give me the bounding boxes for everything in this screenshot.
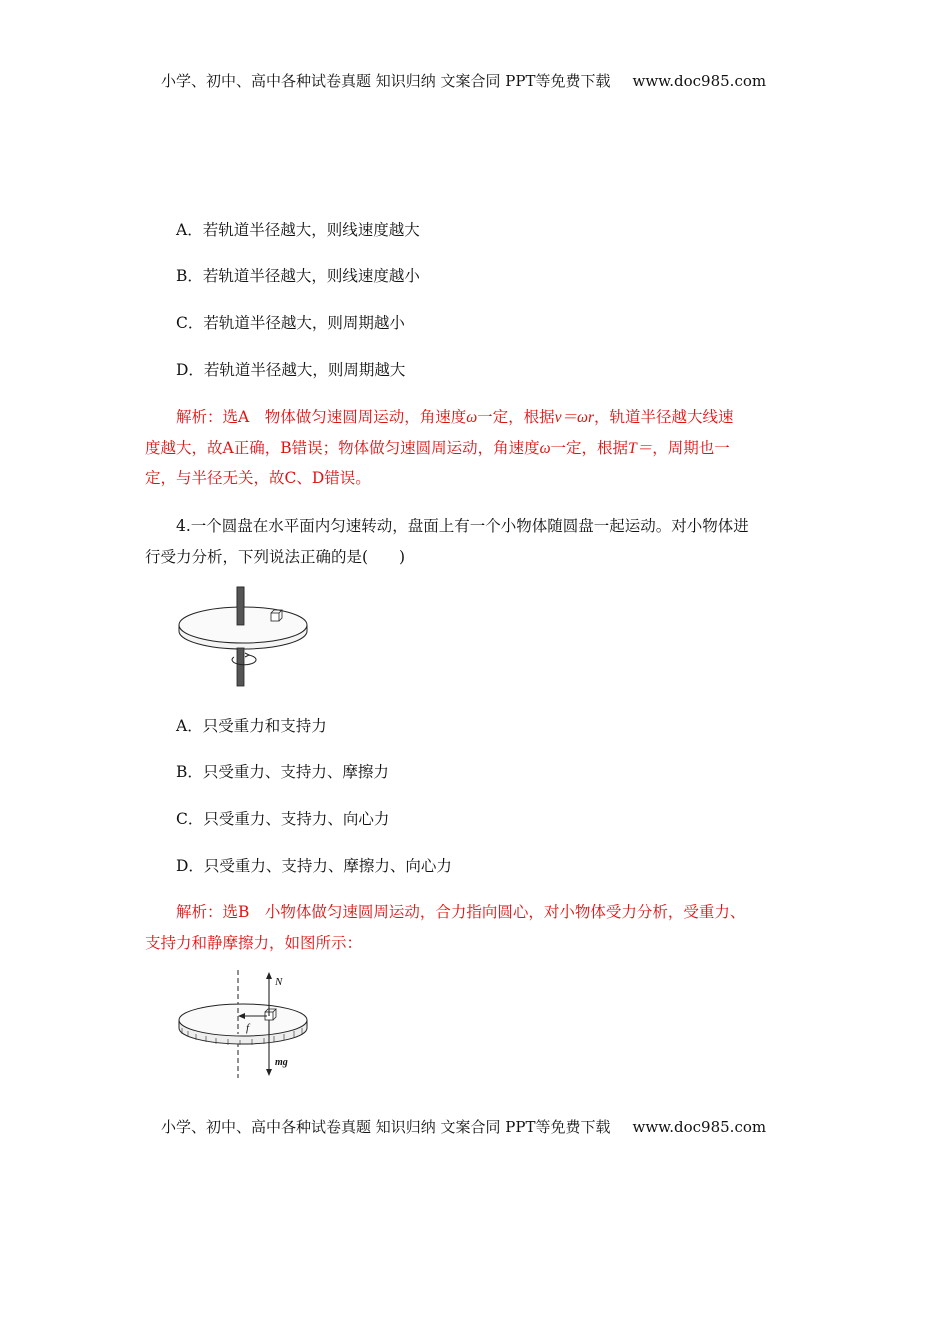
- q3-option-a: A．若轨道半径越大，则线速度越大: [176, 221, 420, 239]
- friction-force-label: f: [246, 1022, 250, 1034]
- footer-url[interactable]: www.doc985.com: [632, 1118, 767, 1136]
- q4-stem-line2: 行受力分析，下列说法正确的是( ): [145, 548, 406, 566]
- q3-analysis-line3: 定，与半径无关，故C、D错误。: [145, 469, 371, 487]
- q4-option-d: D．只受重力、支持力、摩擦力、向心力: [176, 857, 452, 875]
- q3-option-b: B．若轨道半径越大，则线速度越小: [176, 267, 420, 285]
- page-header: 小学、初中、高中各种试卷真题 知识归纳 文案合同 PPT等免费下载 www.doc985.com: [161, 72, 767, 90]
- turntable-figure: [176, 585, 312, 689]
- q4-option-b: B．只受重力、支持力、摩擦力: [176, 763, 389, 781]
- q3-option-d: D．若轨道半径越大，则周期越大: [176, 361, 406, 379]
- q4-analysis-line2: 支持力和静摩擦力，如图所示：: [145, 934, 363, 952]
- q4-analysis-line1: 解析：选B 小物体做匀速圆周运动，合力指向圆心，对小物体受力分析，受重力、: [176, 903, 746, 921]
- q3-analysis-line2: 度越大，故A正确，B错误；物体做匀速圆周运动，角速度ω一定，根据T＝，周期也一: [145, 439, 730, 457]
- q3-option-c: C．若轨道半径越大，则周期越小: [176, 314, 405, 332]
- q3-analysis-line1: 解析：选A 物体做匀速圆周运动，角速度ω一定，根据v＝ωr，轨道半径越大线速: [176, 408, 734, 426]
- weight-force-label: mg: [275, 1057, 288, 1068]
- page-footer: 小学、初中、高中各种试卷真题 知识归纳 文案合同 PPT等免费下载 www.doc985.com: [161, 1118, 767, 1136]
- q4-stem-line1: 4.一个圆盘在水平面内匀速转动，盘面上有一个小物体随圆盘一起运动。对小物体进: [176, 517, 749, 535]
- force-diagram-figure: [176, 968, 312, 1080]
- header-url[interactable]: www.doc985.com: [632, 72, 767, 90]
- q4-option-a: A．只受重力和支持力: [176, 717, 327, 735]
- q4-option-c: C．只受重力、支持力、向心力: [176, 810, 390, 828]
- normal-force-label: N: [275, 976, 283, 988]
